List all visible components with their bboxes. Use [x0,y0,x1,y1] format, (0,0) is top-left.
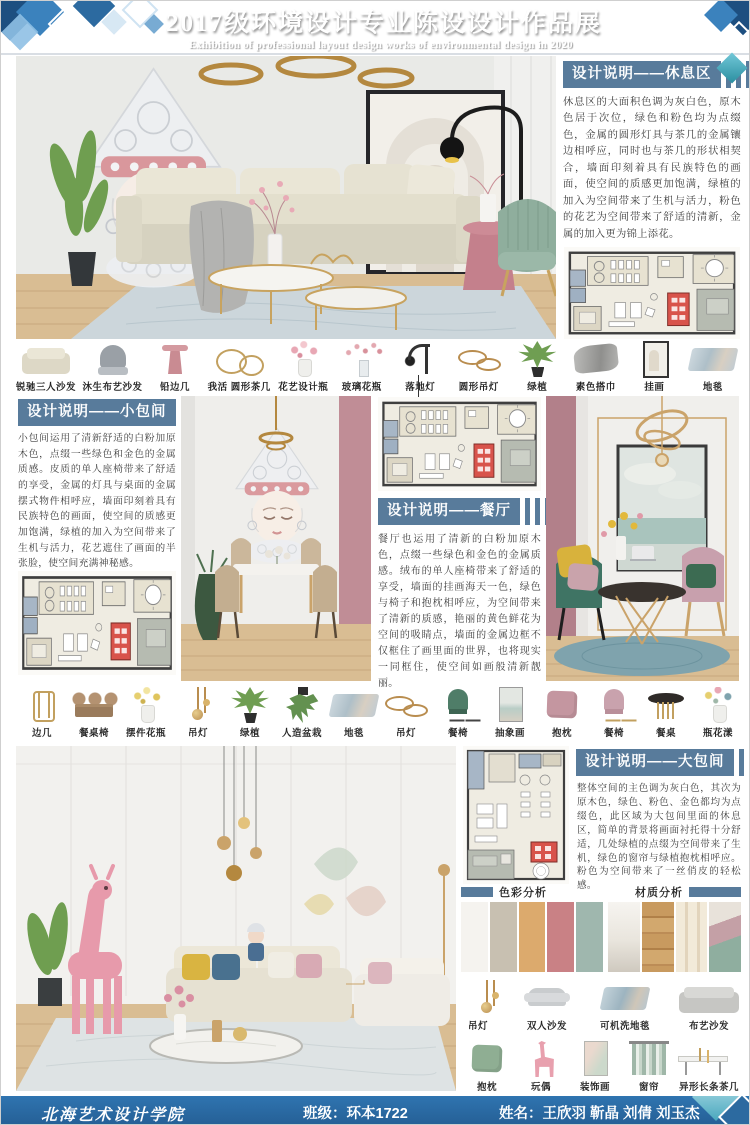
throw-blanket-icon [570,341,622,377]
thumb-label: 餐桌 [655,728,676,739]
section-title: 设计说明——大包间 [576,749,734,776]
giraffe-toy-icon [515,1041,567,1077]
thumb-item [83,341,143,393]
thumb-label: 瓶花漾 [702,728,733,739]
thumb-label: 抱枕 [551,728,572,739]
thumb-item [336,341,388,393]
thumb-label: 圆形吊灯 [458,382,499,393]
thumb-item [16,687,68,739]
thumb-item [149,341,201,393]
thumb-label: 地毯 [343,728,364,739]
thumb-item [677,980,741,1032]
thumb-label: 餐椅 [447,728,468,739]
material-analysis-label: 材质分析 [635,887,683,899]
thumb-label: 地毯 [702,382,723,393]
thumb-item [521,980,573,1032]
thumb-label: 可机洗地毯 [599,1021,650,1032]
poster-subtitle: Exhibition of professional layout design works of environmental design in 2020 [189,40,573,51]
rest-area-description: 休息区的大面积色调为灰白色，原木色居于次位，绿色和粉色均为点缀色，金属的圆形灯具与茶几的金属镶边相呼应，同时也与茶几的形状相契合，墙面印刻着具有民族特色的画面，使空间的质感更加饱满，绿植的加入为空间带来了生机与活力，粉色的花艺为空间带来了舒适的清新，金属的加入更为锦上添花。 [563,97,741,240]
color-swatch [490,902,517,972]
thumb-item [224,687,276,739]
material-samples [608,902,741,972]
green-dining-chair-icon [432,687,484,723]
big-room-description: 整体空间的主色调为灰白色，其次为原木色，绿色、粉色、金色都均为点缀色，此区域为大包间里面的休息区，简单的背景将画面衬托得十分舒适，几处绿植的点缀为空间带来了生机，绿色的窗帘与绿植抱枕相呼应。粉色为空间带来了一丝俏皮的轻松感。 [577,783,741,892]
header-stripe-decor [739,749,750,776]
color-swatch [576,902,603,972]
mixed-flower-vase-icon [692,687,744,723]
pink-pillow-icon [536,687,588,723]
thumb-label: 吊灯 [187,728,208,739]
three-seat-sofa-icon [20,341,72,377]
title-block [166,3,603,51]
thumb-label: 抽象画 [494,728,525,739]
color-analysis-label: 色彩分析 [499,887,547,899]
thumb-label: 铅边几 [160,382,191,393]
artificial-plant-icon [276,687,328,723]
round-dining-table-icon [640,687,692,723]
floor-plan-small-room [18,571,176,675]
thumb-label: 绿植 [239,728,260,739]
furniture-thumb-row-2 [16,685,739,739]
poster-title: 2017级环境设计专业陈设设计作品展 [166,10,603,37]
wall-art-icon [628,341,680,377]
rest-area-render [16,56,556,339]
small-room-render [181,396,371,681]
thumb-label: 餐椅 [603,728,624,739]
rug-icon [328,687,380,723]
green-plant-icon [224,687,276,723]
glass-vase-icon [336,341,388,377]
loveseat-sofa-icon [521,980,573,1016]
color-swatch [547,902,574,972]
small-room-description: 小包间运用了清新舒适的白粉加原木色，点缀一些绿色和金色的金属质感。皮质的单人座椅带来了舒适的享受，金属的灯具与桌面的金属摆式物件相呼应，墙面印刻着具有民族特色的画面，使空间的质感更加饱满，绿植的加入为空间带来了生机与活力，花艺遮住了画面的半张脸，使空间充满神秘感。 [18,433,176,570]
thumb-label: 挂画 [644,382,665,393]
section-title: 设计说明——餐厅 [378,498,520,525]
thumb-item [687,341,739,393]
names-label: 姓名：王欣羽 靳晶 刘倩 刘玉杰 [499,1106,700,1122]
thumb-item [461,1041,513,1093]
thumb-label: 布艺沙发 [688,1021,729,1032]
rug-icon [687,341,739,377]
flower-vase-icon [277,341,329,377]
thumb-label: 素色搭巾 [575,382,616,393]
side-table-icon [149,341,201,377]
thumb-item [68,687,120,739]
pink-dining-chair-icon [588,687,640,723]
material-sample-fabric [709,902,741,972]
thumb-label: 吊灯 [395,728,416,739]
thumb-item [692,687,744,739]
thumb-item [536,687,588,739]
decor-painting-icon [569,1041,621,1077]
thumb-label: 双人沙发 [526,1021,567,1032]
material-sample-arch [608,902,640,972]
thumb-label: 玩偶 [530,1082,551,1093]
thumb-label: 窗帘 [638,1082,659,1093]
thumb-item [515,1041,567,1093]
floor-lamp-icon [394,341,446,377]
thumb-item [677,1041,741,1093]
thumb-label: 装饰画 [579,1082,610,1093]
ring-pendant-icon [380,687,432,723]
color-swatch [519,902,546,972]
thumb-label: 沐生布艺沙发 [82,382,143,393]
thumb-item [628,341,680,393]
thumb-label: 抱枕 [476,1082,497,1093]
thumb-item [461,980,495,1032]
thumb-label: 绿植 [527,382,548,393]
material-sample-wood [642,902,674,972]
furniture-thumb-row-4 [461,1041,741,1093]
analysis-labels [461,885,741,899]
thumb-label: 吊灯 [467,1021,488,1032]
material-sample-column [676,902,708,972]
thumb-item [16,341,76,393]
thumb-label: 边几 [31,728,52,739]
big-room-render [16,746,456,1091]
thumb-item [599,980,651,1032]
color-swatch [461,902,488,972]
ornament-vase-icon [120,687,172,723]
dining-table-chairs-icon [68,687,120,723]
poster-footer [1,1096,750,1125]
floor-plan-dining [378,397,541,491]
thumb-item [623,1041,675,1093]
school-name: 北海艺术设计学院 [41,1107,186,1124]
poster-header [1,1,750,55]
section-title: 设计说明——休息区 [563,61,721,88]
thumb-label: 人造盆栽 [281,728,322,739]
thumb-item [570,341,622,393]
thumb-item [432,687,484,739]
wire-side-table-icon [16,687,68,723]
thumb-item [172,687,224,739]
analysis-bar-decor [689,887,741,897]
green-plant-icon [511,341,563,377]
thumb-item [640,687,692,739]
floor-plan-rest-area [564,247,740,339]
drop-pendant-icon [172,687,224,723]
thumb-item [569,1041,621,1093]
section-header-dining [378,498,551,525]
thumb-item [484,687,536,739]
analysis-bar-decor [461,887,493,897]
dining-room-render [546,396,739,681]
ring-pendant-icon [453,341,505,377]
thumb-label: 锐驰三人沙发 [16,382,77,393]
drop-pendant-icon [461,980,495,1016]
thumb-label: 我活 圆形茶几 [207,382,271,393]
thumb-label: 玻璃花瓶 [341,382,382,393]
thumb-item [394,341,446,393]
furniture-thumb-row-1 [16,341,739,393]
thumb-item [277,341,329,393]
thumb-label: 异形长条茶几 [678,1082,739,1093]
floor-plan-big-room [463,746,569,884]
fabric-armchair-icon [87,341,139,377]
color-palette [461,902,603,972]
thumb-item [511,341,563,393]
thumb-label: 摆件花瓶 [125,728,166,739]
thumb-item [328,687,380,739]
section-title: 设计说明——小包间 [18,399,176,426]
long-console-table-icon [677,1041,741,1077]
thumb-item [453,341,505,393]
washable-rug-icon [599,980,651,1016]
thumb-item [588,687,640,739]
round-tea-table-icon [213,341,265,377]
thumb-label: 落地灯 [405,382,436,393]
furniture-thumb-row-3 [461,976,741,1032]
class-label: 班级：环本1722 [303,1106,408,1122]
abstract-painting-icon [484,687,536,723]
thumb-item [120,687,172,739]
thumb-item [208,341,271,393]
green-pillow-icon [461,1041,513,1077]
dining-description: 餐厅也运用了清新的白粉加原木色，点缀一些绿色和金色的金属质感。绒布的单人座椅带来了舒适的享受，墙面的挂画海天一色，绿色与椅子和抱枕相呼应，为空间带来了清新的质感，艳丽的黄色鲜花为空间的吸睛点，墙面的金属边框不仅框住了画里面的世界，也将现实一同框住，使空间如画般清新靓丽。 [378,534,541,689]
thumb-label: 餐桌椅 [78,728,109,739]
curtain-icon [623,1041,675,1077]
section-header-big-room [576,749,750,776]
thumb-item [276,687,328,739]
thumb-item [380,687,432,739]
fabric-sofa-icon [677,980,741,1016]
thumb-label: 花艺设计瓶 [278,382,329,393]
section-header-small-room [18,399,207,426]
